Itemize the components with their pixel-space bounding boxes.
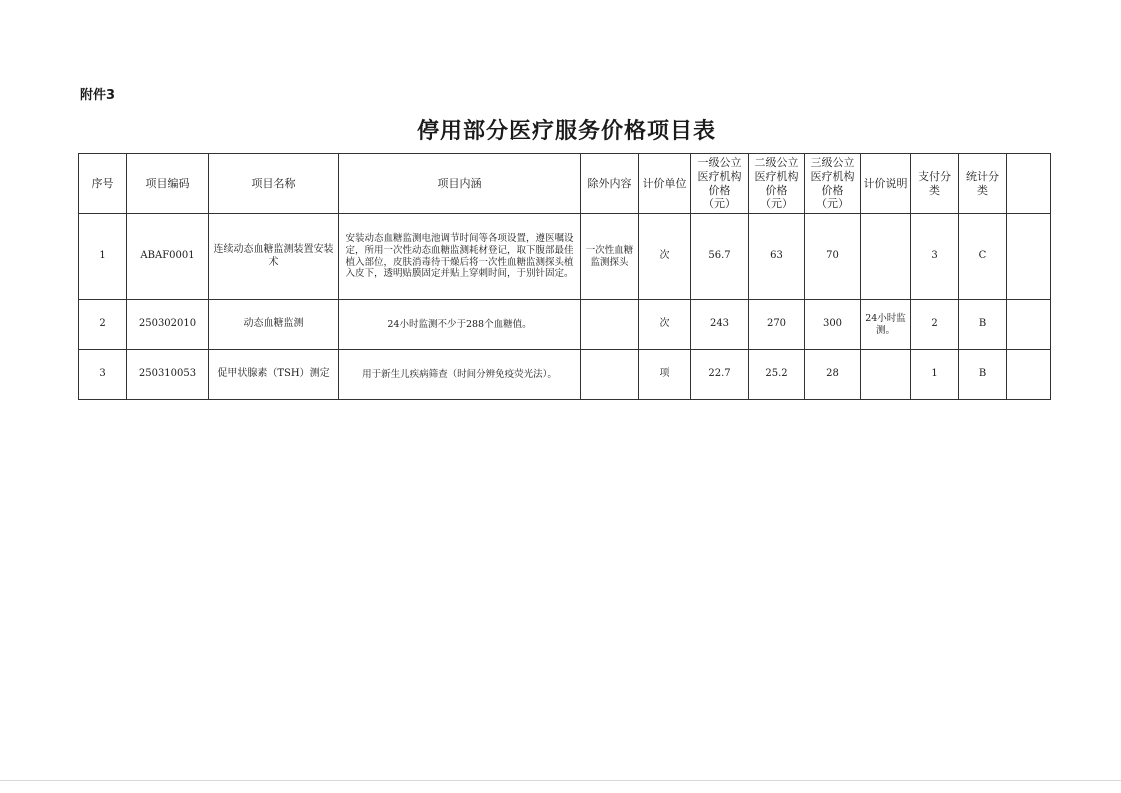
- cell-unit: 项: [639, 350, 691, 400]
- cell-seq: 2: [79, 300, 127, 350]
- cell-seq: 3: [79, 350, 127, 400]
- cell-stat: C: [959, 214, 1007, 300]
- cell-payment: 1: [911, 350, 959, 400]
- cell-note: [861, 350, 911, 400]
- page-bottom-divider: [0, 780, 1121, 781]
- cell-price2: 63: [749, 214, 805, 300]
- cell-payment: 2: [911, 300, 959, 350]
- cell-empty: [1007, 350, 1051, 400]
- cell-price3: 300: [805, 300, 861, 350]
- cell-empty: [1007, 300, 1051, 350]
- header-price-level2: [749, 154, 805, 214]
- header-excluded: 除外内容: [581, 154, 639, 214]
- price-items-table: [78, 153, 1051, 400]
- header-unit: 计价单位: [639, 154, 691, 214]
- table-row: [79, 300, 1051, 350]
- header-price1-line4: （元）: [703, 197, 736, 211]
- header-code: 项目编码: [127, 154, 209, 214]
- cell-unit: 次: [639, 214, 691, 300]
- header-price3-line4: （元）: [816, 197, 849, 211]
- header-price2-line3: 价格: [765, 183, 788, 197]
- header-seq: 序号: [79, 154, 127, 214]
- cell-content: 安装动态血糖监测电池调节时间等各项设置，遵医嘱设定，所用一次性动态血糖监测耗材登记，取下腹部最佳植入部位，皮肤消毒待干燥后将一次性血糖监测探头植入皮下，透明贴膜固定并贴上穿刺时间，于别针固定。: [339, 214, 581, 300]
- cell-content: 24小时监测不少于288个血糖值。: [339, 300, 581, 350]
- cell-name: 动态血糖监测: [209, 300, 339, 350]
- cell-note: 24小时监测。: [861, 300, 911, 350]
- cell-content: 用于新生儿疾病筛查（时间分辨免疫荧光法）。: [339, 350, 581, 400]
- header-price-level3: [805, 154, 861, 214]
- cell-stat: B: [959, 350, 1007, 400]
- cell-excluded: [581, 300, 639, 350]
- cell-stat: B: [959, 300, 1007, 350]
- header-price1-line3: 价格: [708, 183, 731, 197]
- cell-name: 连续动态血糖监测装置安装术: [209, 214, 339, 300]
- header-price3-line1: 三级公立: [810, 156, 855, 169]
- header-price3-line2: 医疗机构: [810, 169, 855, 183]
- header-note: 计价说明: [861, 154, 911, 214]
- header-content: 项目内涵: [339, 154, 581, 214]
- cell-price1: 243: [691, 300, 749, 350]
- table-row: [79, 214, 1051, 300]
- header-empty: [1007, 154, 1051, 214]
- cell-unit: 次: [639, 300, 691, 350]
- cell-price2: 25.2: [749, 350, 805, 400]
- cell-excluded: 一次性血糖监测探头: [581, 214, 639, 300]
- header-price2-line4: （元）: [760, 197, 793, 211]
- cell-code: 250310053: [127, 350, 209, 400]
- header-price3-line3: 价格: [821, 183, 844, 197]
- cell-payment: 3: [911, 214, 959, 300]
- header-price1-line1: 一级公立: [697, 156, 742, 169]
- cell-name: 促甲状腺素（TSH）测定: [209, 350, 339, 400]
- cell-code: 250302010: [127, 300, 209, 350]
- table-row: [79, 350, 1051, 400]
- header-stat: 统计分类: [959, 154, 1007, 214]
- attachment-label: 附件3: [80, 88, 116, 103]
- cell-price1: 22.7: [691, 350, 749, 400]
- cell-code: ABAF0001: [127, 214, 209, 300]
- cell-excluded: [581, 350, 639, 400]
- table-header-row: [79, 154, 1051, 214]
- header-price2-line2: 医疗机构: [754, 169, 799, 183]
- cell-empty: [1007, 214, 1051, 300]
- header-price2-line1: 二级公立: [754, 156, 799, 169]
- header-name: 项目名称: [209, 154, 339, 214]
- cell-seq: 1: [79, 214, 127, 300]
- cell-price1: 56.7: [691, 214, 749, 300]
- header-price-level1: [691, 154, 749, 214]
- header-price1-line2: 医疗机构: [697, 169, 742, 183]
- page-title: 停用部分医疗服务价格项目表: [416, 119, 716, 144]
- header-payment: 支付分类: [911, 154, 959, 214]
- cell-note: [861, 214, 911, 300]
- cell-price2: 270: [749, 300, 805, 350]
- cell-price3: 70: [805, 214, 861, 300]
- cell-price3: 28: [805, 350, 861, 400]
